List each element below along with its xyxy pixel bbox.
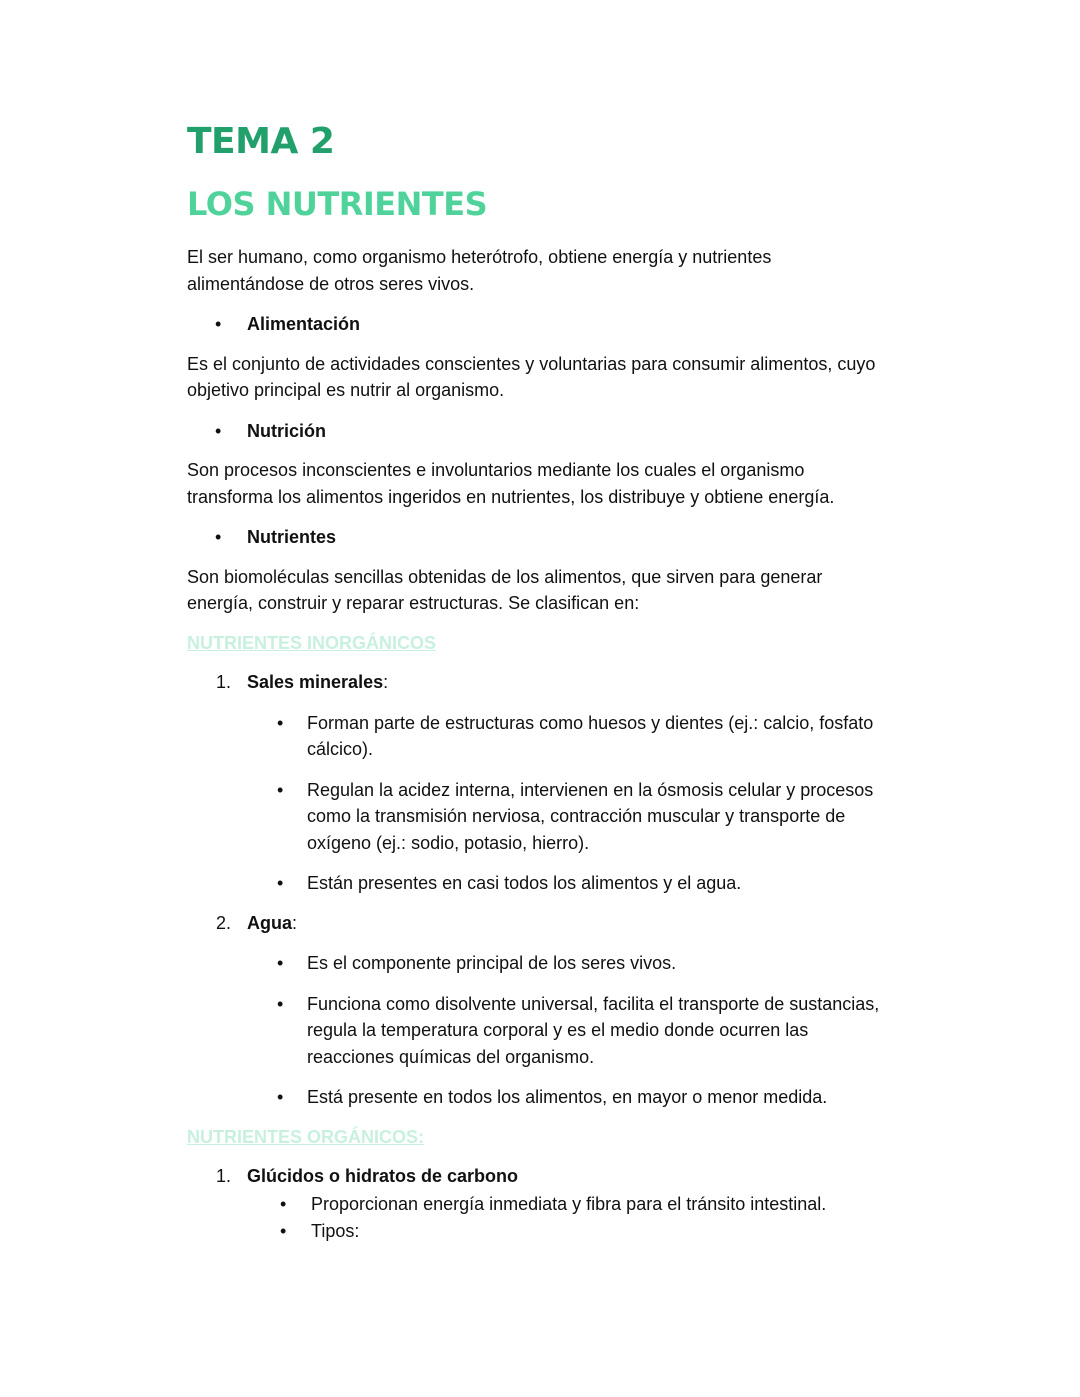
list-item-text: Es el componente principal de los seres vivos. <box>307 953 677 973</box>
item-name: Sales minerales <box>247 672 384 692</box>
list-item <box>187 870 887 897</box>
definition-text-nutricion: Son procesos inconscientes e involuntarios mediante los cuales el organismo transforma los alimentos ingeridos en nutrientes, los distribuye y obtiene energía. <box>187 460 835 507</box>
list-item-text: Están presentes en casi todos los alimentos y el agua. <box>307 873 742 893</box>
bullet-icon: • <box>277 953 284 973</box>
glucidos-points <box>187 1191 887 1245</box>
list-item <box>187 1191 887 1218</box>
list-item <box>187 710 887 763</box>
section-label-inorganic: NUTRIENTES INORGÁNICOS <box>187 632 437 653</box>
section-label-organic: NUTRIENTES ORGÁNICOS: <box>187 1126 425 1147</box>
list-item <box>187 950 887 977</box>
bullet-icon: • <box>277 779 284 800</box>
definition-heading-alimentacion <box>187 311 887 338</box>
list-item-text: Está presente en todos los alimentos, en mayor o menor medida. <box>307 1087 828 1107</box>
definition-term: Nutrientes <box>247 527 337 547</box>
bullet-icon: • <box>215 527 222 547</box>
bullet-icon: • <box>280 1221 287 1241</box>
list-item-text: Tipos: <box>311 1221 360 1241</box>
document-page <box>187 118 887 1245</box>
agua-points <box>187 950 887 1111</box>
page-title: TEMA 2 <box>187 121 335 162</box>
definition-heading-nutricion <box>187 418 887 445</box>
list-item <box>187 991 887 1071</box>
item-suffix: : <box>383 672 389 692</box>
item-number: 2. <box>216 912 232 933</box>
numbered-item-glucidos <box>187 1163 887 1190</box>
sales-minerales-points <box>187 710 887 897</box>
list-item <box>187 1084 887 1111</box>
list-item <box>187 1218 887 1245</box>
list-item-text: Regulan la acidez interna, intervienen en la ósmosis celular y procesos como la transmisión nerviosa, contracción muscular y transporte de oxígeno (ej.: sodio, potasio, hierro). <box>307 779 874 853</box>
definition-term: Nutrición <box>247 420 326 441</box>
list-item-text: Funciona como disolvente universal, facilita el transporte de sustancias, regula la temperatura corporal y es el medio donde ocurren las reacciones químicas del organismo. <box>307 993 880 1067</box>
definition-term: Alimentación <box>247 314 361 334</box>
definition-heading-nutrientes <box>187 524 887 551</box>
bullet-icon: • <box>215 420 222 441</box>
list-item <box>187 777 887 857</box>
list-item-text: Forman parte de estructuras como huesos y dientes (ej.: calcio, fosfato cálcico). <box>307 712 874 759</box>
bullet-icon: • <box>280 1193 287 1214</box>
numbered-item-sales-minerales <box>187 669 887 696</box>
bullet-icon: • <box>215 314 222 334</box>
item-name: Glúcidos o hidratos de carbono <box>247 1166 519 1186</box>
bullet-icon: • <box>277 1087 284 1107</box>
page-subtitle: LOS NUTRIENTES <box>187 185 488 223</box>
definition-text-nutrientes: Son biomoléculas sencillas obtenidas de los alimentos, que sirven para generar energía, construir y reparar estructuras. Se clasifican en: <box>187 566 823 613</box>
definition-text-alimentacion: Es el conjunto de actividades conscientes y voluntarias para consumir alimentos, cuyo objetivo principal es nutrir al organismo. <box>187 353 876 400</box>
intro-paragraph: El ser humano, como organismo heterótrofo, obtiene energía y nutrientes alimentándose de otros seres vivos. <box>187 247 772 294</box>
bullet-icon: • <box>277 993 284 1014</box>
list-item-text: Proporcionan energía inmediata y fibra para el tránsito intestinal. <box>311 1193 827 1214</box>
numbered-item-agua <box>187 910 887 937</box>
bullet-icon: • <box>277 712 284 733</box>
item-number: 1. <box>216 1166 232 1186</box>
item-name: Agua <box>247 912 292 933</box>
item-number: 1. <box>216 672 232 692</box>
item-suffix: : <box>292 912 298 933</box>
bullet-icon: • <box>277 873 284 893</box>
